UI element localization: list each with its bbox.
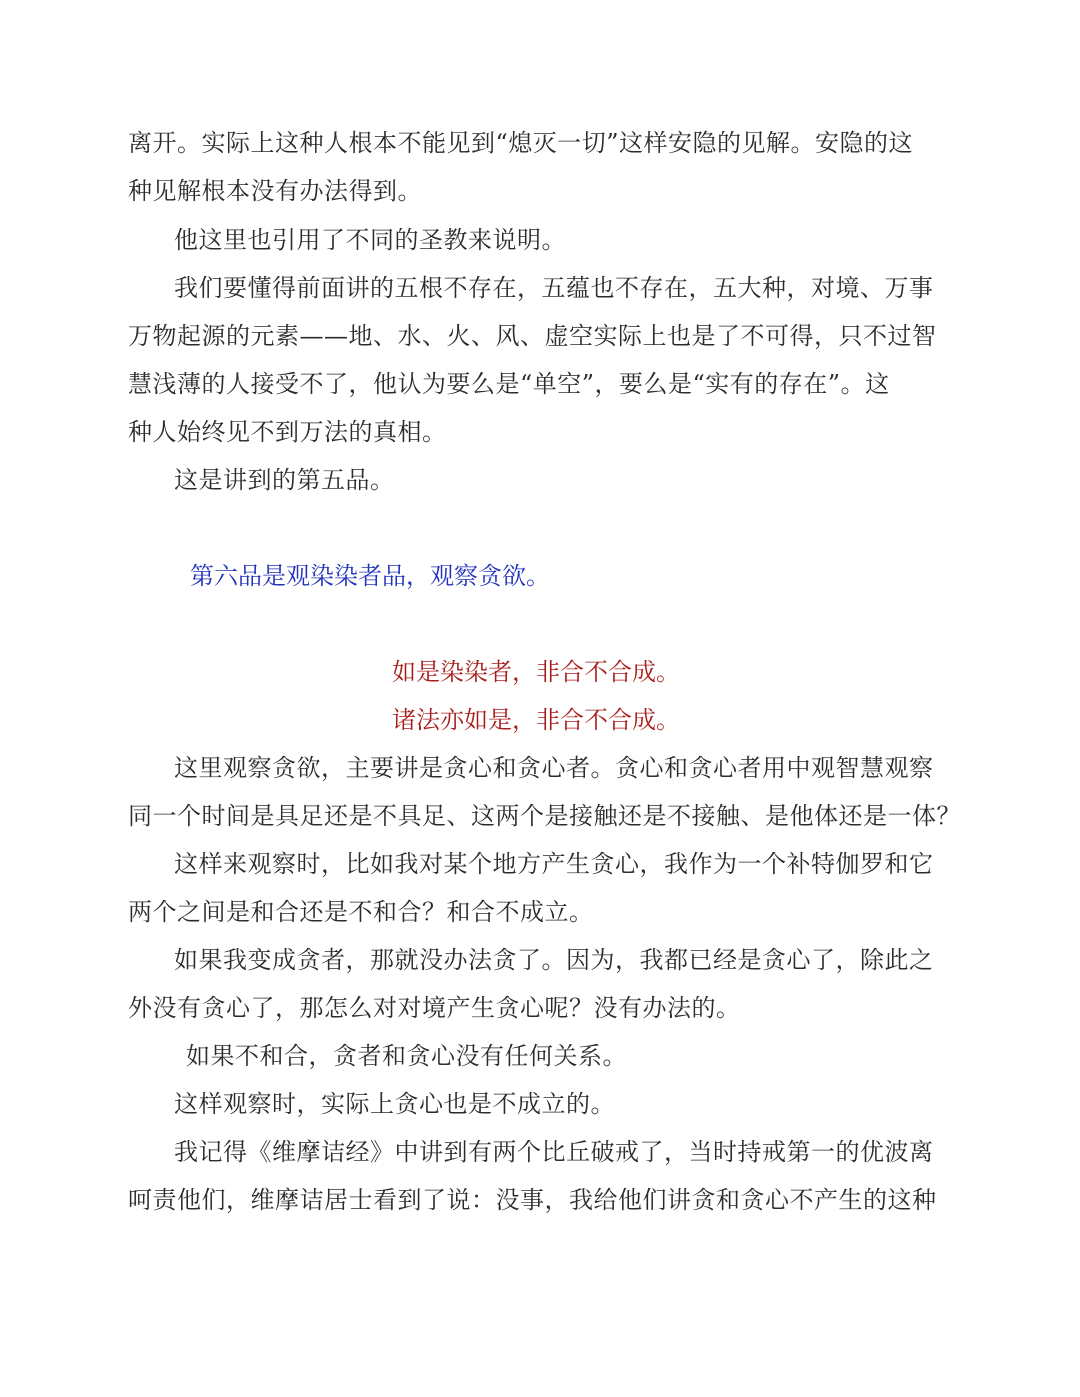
paragraph-line: 慧浅薄的人接受不了，他认为要么是“单空”，要么是“实有的存在”。这: [128, 370, 890, 398]
paragraph-line: 呵责他们，维摩诘居士看到了说：没事，我给他们讲贪和贪心不产生的这种: [128, 1186, 937, 1214]
paragraph-line: 两个之间是和合还是不和合？和合不成立。: [128, 898, 594, 926]
paragraph-line: 我记得《维摩诘经》中讲到有两个比丘破戒了，当时持戒第一的优波离: [174, 1138, 934, 1166]
paragraph-line: 万物起源的元素——地、水、火、风、虚空实际上也是了不可得，只不过智: [128, 322, 937, 350]
paragraph-line: 他这里也引用了不同的圣教来说明。: [174, 226, 566, 254]
paragraph-line: 离开。实际上这种人根本不能见到“熄灭一切”这样安隐的见解。安隐的这: [128, 129, 914, 157]
paragraph-line: 这里观察贪欲，主要讲是贪心和贪心者。贪心和贪心者用中观智慧观察: [174, 754, 934, 782]
paragraph-line: 如果不和合，贪者和贪心没有任何关系。: [186, 1042, 627, 1070]
paragraph-line: 种人始终见不到万法的真相。: [128, 418, 447, 446]
section-heading: 第六品是观染染者品，观察贪欲。: [190, 562, 550, 590]
paragraph-line: 外没有贪心了，那怎么对对境产生贪心呢？没有办法的。: [128, 994, 741, 1022]
paragraph-line: 我们要懂得前面讲的五根不存在，五蕴也不存在，五大种，对境、万事: [174, 274, 934, 302]
paragraph-line: 这样来观察时，比如我对某个地方产生贪心，我作为一个补特伽罗和它: [174, 850, 934, 878]
paragraph-line: 种见解根本没有办法得到。: [128, 177, 422, 205]
paragraph-line: 这是讲到的第五品。: [174, 466, 395, 494]
verse-line: 如是染染者，非合不合成。: [392, 658, 680, 686]
verse-line: 诸法亦如是，非合不合成。: [392, 706, 680, 734]
paragraph-line: 这样观察时，实际上贪心也是不成立的。: [174, 1090, 615, 1118]
paragraph-line: 同一个时间是具足还是不具足、这两个是接触还是不接触、是他体还是一体？: [128, 802, 961, 830]
paragraph-line: 如果我变成贪者，那就没办法贪了。因为，我都已经是贪心了，除此之: [174, 946, 934, 974]
